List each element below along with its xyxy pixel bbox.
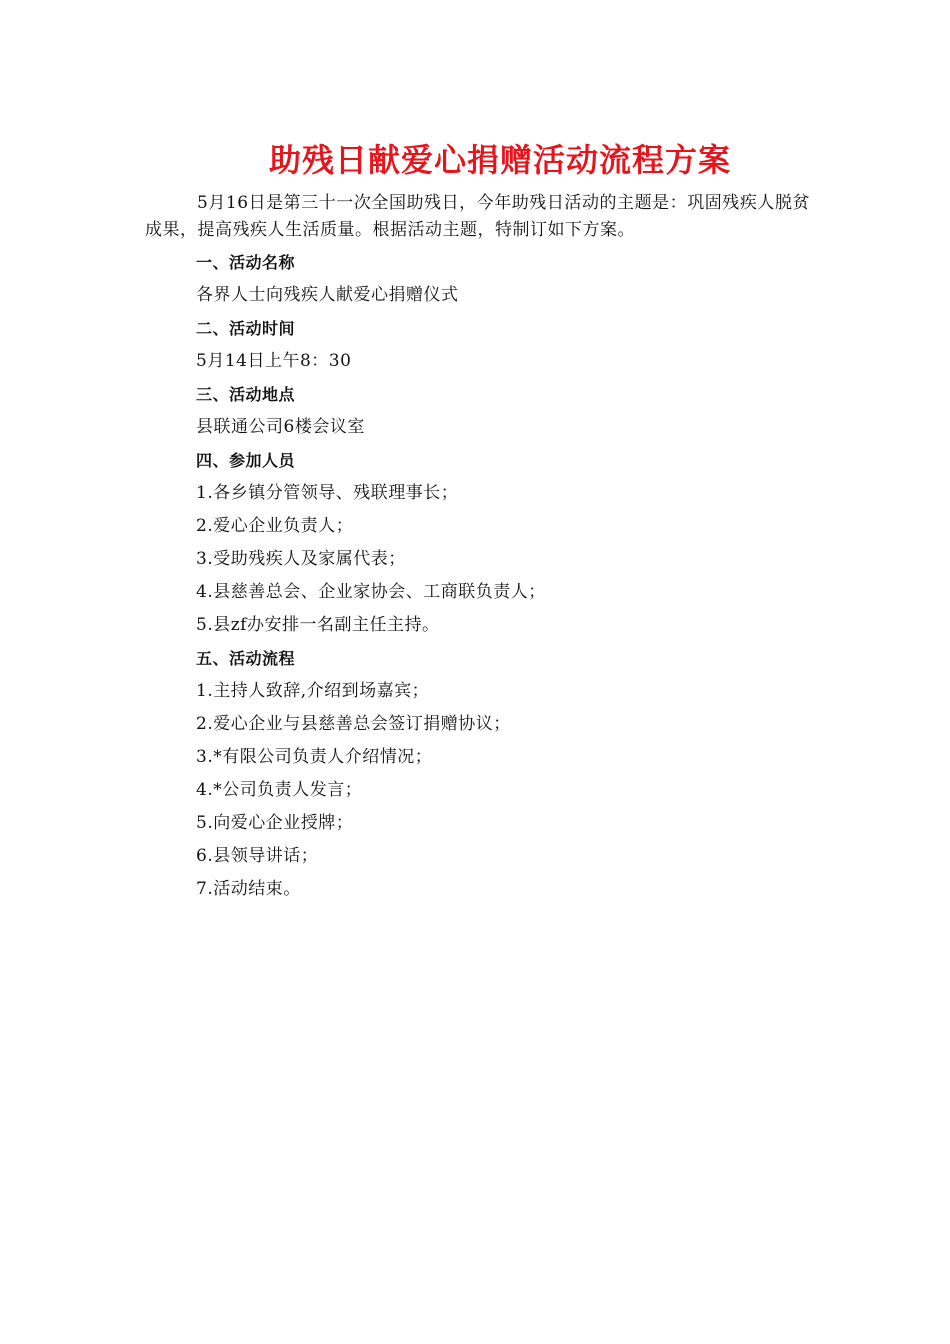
section-item: 县联通公司6楼会议室 [196, 417, 365, 437]
section-heading-name: 一、活动名称 [196, 253, 296, 272]
section-heading-participants: 四、参加人员 [196, 451, 296, 470]
list-item: 1.主持人致辞,介绍到场嘉宾； [196, 681, 430, 701]
list-item: 7.活动结束。 [196, 879, 301, 899]
list-item: 6.县领导讲话； [196, 846, 319, 866]
list-item: 2.爱心企业与县慈善总会签订捐赠协议； [196, 714, 511, 734]
section-heading-time: 二、活动时间 [196, 319, 296, 338]
list-item: 3.受助残疾人及家属代表； [196, 549, 406, 569]
document-body [196, 246, 816, 906]
section-item: 各界人士向残疾人献爱心捐赠仪式 [196, 285, 459, 305]
document-title: 助残日献爱心捐赠活动流程方案 [268, 141, 731, 179]
section-heading-process: 五、活动流程 [196, 649, 296, 668]
list-item: 5.向爱心企业授牌； [196, 813, 354, 833]
list-item: 4.*公司负责人发言； [196, 780, 363, 800]
intro-paragraph: 5月16日是第三十一次全国助残日，今年助残日活动的主题是：巩固残疾人脱贫成果，提高残疾人生活质量。根据活动主题，特制订如下方案。 [145, 193, 810, 240]
list-item: 4.县慈善总会、企业家协会、工商联负责人； [196, 582, 546, 602]
section-heading-location: 三、活动地点 [196, 385, 296, 404]
list-item: 1.各乡镇分管领导、残联理事长； [196, 483, 459, 503]
list-item: 5.县zf办安排一名副主任主持。 [196, 615, 440, 635]
list-item: 3.*有限公司负责人介绍情况； [196, 747, 433, 767]
section-item: 5月14日上午8：30 [196, 351, 352, 371]
list-item: 2.爱心企业负责人； [196, 516, 354, 536]
